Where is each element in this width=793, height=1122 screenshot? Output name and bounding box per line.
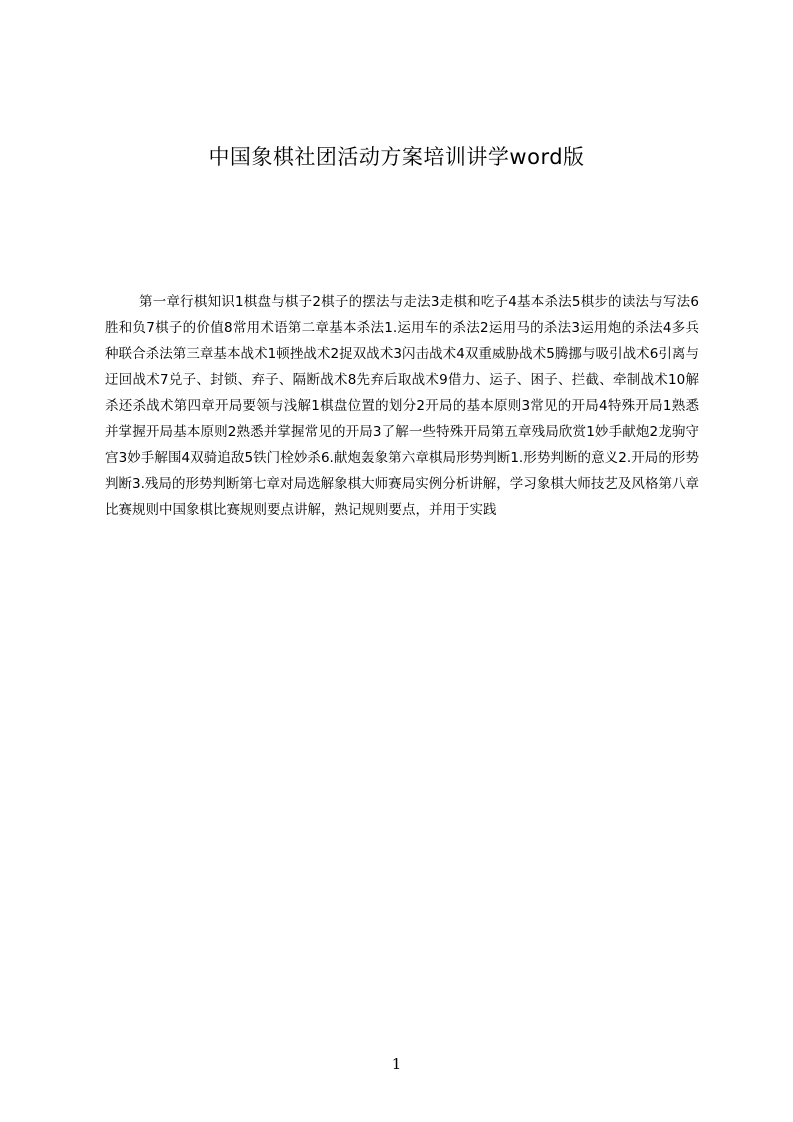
- page-number: 1: [391, 1055, 402, 1073]
- document-title: 中国象棋社团活动方案培训讲学word版: [208, 145, 585, 169]
- document-body-paragraph: 第一章行棋知识1棋盘与棋子2棋子的摆法与走法3走棋和吃子4基本杀法5棋步的读法与写法6胜和负7棋子的价值8常用术语第二章基本杀法1.运用车的杀法2运用马的杀法3运用炮的杀法4多兵种联合杀法第三章基本战术1顿挫战术2捉双战术3闪击战术4双重威胁战术5腾挪与吸引战术6引离与迂回战术7兑子、封锁、弃子、隔断战术8先弃后取战术9借力、运子、困子、拦截、牵制战术10解杀还杀战术第四章开局要领与浅解1棋盘位置的划分2开局的基本原则3常见的开局4特殊开局1熟悉并掌握开局基本原则2熟悉并掌握常见的开局3了解一些特殊开局第五章残局欣赏1妙手献炮2龙驹守宫3妙手解围4双骑追敌5铁门栓妙杀6.献炮轰象第六章棋局形势判断1.形势判断的意义2.开局的形势判断3.残局的形势判断第七章对局选解象棋大师赛局实例分析讲解，学习象棋大师技艺及风格第八章比赛规则中国象棋比赛规则要点讲解，熟记规则要点，并用于实践: [105, 294, 699, 518]
